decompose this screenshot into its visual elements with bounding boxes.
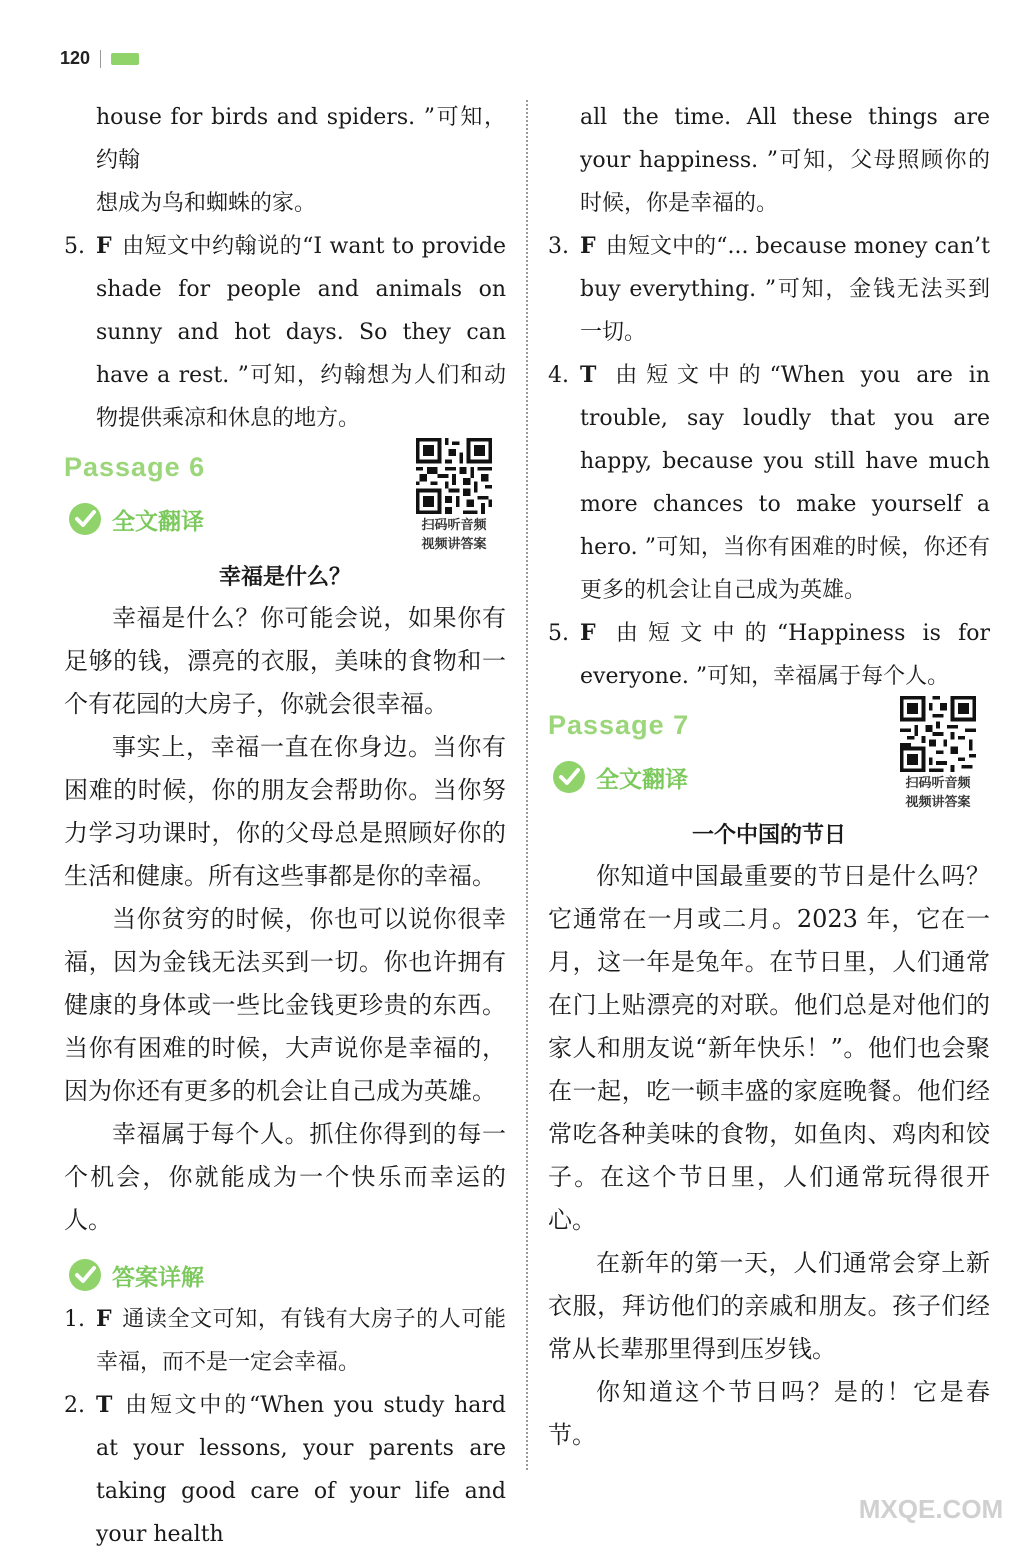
translation-label: 全文翻译 [596,765,688,792]
qr-code-icon[interactable] [900,696,976,772]
answer-item-3 [548,225,990,354]
right-column [548,96,990,1457]
answer-number: 2. [64,1393,85,1418]
article-title: 一个中国的节日 [691,822,846,847]
passage-7-header [548,708,990,809]
translation-section-tag [552,760,688,794]
answer-number: 3. [548,234,569,259]
answer-text: 由短文中的“Happiness is for everyone. ”可知，幸福属于每个人。 [580,621,990,689]
header-color-block [111,53,139,65]
page-number: 120 [60,48,91,68]
answer-text: 由短文中的“When you are in trouble, say loudly that you are happy, because you still have much more chances to make yourself a hero. ”可知，当你有困难的时候，你还有更多的机会让自己成为英雄。 [580,363,990,603]
article-paragraph: 幸福属于每个人。抓住你得到的每一个机会，你就能成为一个快乐而幸运的人。 [64,1120,506,1234]
qr-code-block[interactable] [896,696,980,810]
article-paragraph: 幸福是什么？你可能会说，如果你有足够的钱，漂亮的衣服，美味的食物和一个有花园的大房子，你就会很幸福。 [64,604,506,718]
article-paragraph: 事实上，幸福一直在你身边。当你有困难的时候，你的朋友会帮助你。当你努力学习功课时，你的父母总是照顾好你的生活和健康。所有这些事都是你的幸福。 [64,733,506,890]
answer-text: 由短文中约翰说的“I want to provide shade for people and animals on sunny and hot days. So they can have a rest. ”可知，约翰想为人们和动物提供乘凉和休息的地方。 [96,234,506,431]
check-icon [68,502,102,536]
answer-item-4 [548,354,990,612]
answer-item-2 [64,1384,506,1556]
page-header [60,48,139,69]
answer-text: 由短文中的“... because money can’t buy everything. ”可知，金钱无法买到一切。 [580,234,990,345]
answer-letter: F [96,1306,112,1332]
answer-item-5 [64,225,506,440]
article-paragraph: 在新年的第一天，人们通常会穿上新衣服，拜访他们的亲戚和朋友。孩子们经常从长辈那里得到压岁钱。 [548,1249,990,1363]
translation-section-tag [68,502,204,536]
qr-caption: 视频讲答案 [421,536,487,551]
passage-title: Passage 7 [548,710,690,740]
answer-text: 由短文中的“When you study hard at your lessons, your parents are taking good care of your life and your health [96,1393,506,1547]
answer-letter: F [96,233,112,259]
answer-continuation: all the time. All these things are your happiness. ”可知，父母照顾你的时候，你是幸福的。 [580,105,990,216]
qr-caption: 扫码听音频 [421,517,487,532]
check-icon [552,760,586,794]
header-separator [100,50,101,68]
answer-letter: F [580,233,596,259]
prev-answer-continuation: house for birds and spiders. ”可知，约翰 [96,105,506,173]
article-paragraph: 当你贫穷的时候，你也可以说你很幸福，因为金钱无法买到一切。你也许拥有健康的身体或一些比金钱更珍贵的东西。当你有困难的时候，大声说你是幸福的，因为你还有更多的机会让自己成为英雄。 [64,905,506,1105]
answer-item-5 [548,612,990,698]
answer-text: 通读全文可知，有钱有大房子的人可能幸福，而不是一定会幸福。 [96,1307,506,1375]
passage-title: Passage 6 [64,452,206,482]
answer-letter: T [96,1392,113,1418]
watermark-logo [856,1470,1006,1530]
left-column [64,96,506,1556]
answer-number: 5. [64,234,85,259]
column-divider [526,100,528,1470]
check-icon [68,1258,102,1292]
qr-caption: 扫码听音频 [905,775,971,790]
qr-code-block[interactable] [412,438,496,552]
article-title: 幸福是什么？ [218,564,351,589]
answer-number: 1. [64,1307,85,1332]
watermark-text: MXQE.COM [858,1494,1004,1524]
answer-letter: T [580,362,597,388]
qr-caption: 视频讲答案 [905,794,971,809]
article-paragraph: 你知道中国最重要的节日是什么吗？它通常在一月或二月。2023 年，它在一月，这一年是兔年。在节日里，人们通常在门上贴漂亮的对联。他们总是对他们的家人和朋友说“新年快乐！”。他们也会聚在一起，吃一顿丰盛的家庭晚餐。他们经常吃各种美味的食物，如鱼肉、鸡肉和饺子。在这个节日里，人们通常玩得很开心。 [548,862,990,1234]
prev-answer-continuation: 想成为鸟和蜘蛛的家。 [96,191,317,216]
answer-number: 4. [548,363,569,388]
answer-label: 答案详解 [112,1263,204,1290]
answer-section-tag [68,1258,506,1292]
article-paragraph: 你知道这个节日吗？是的！它是春节。 [548,1378,990,1449]
answer-item-1 [64,1298,506,1384]
answer-number: 5. [548,621,569,646]
qr-code-icon[interactable] [416,438,492,514]
passage-6-header [64,450,506,551]
answer-letter: F [580,620,596,646]
translation-label: 全文翻译 [112,507,204,534]
